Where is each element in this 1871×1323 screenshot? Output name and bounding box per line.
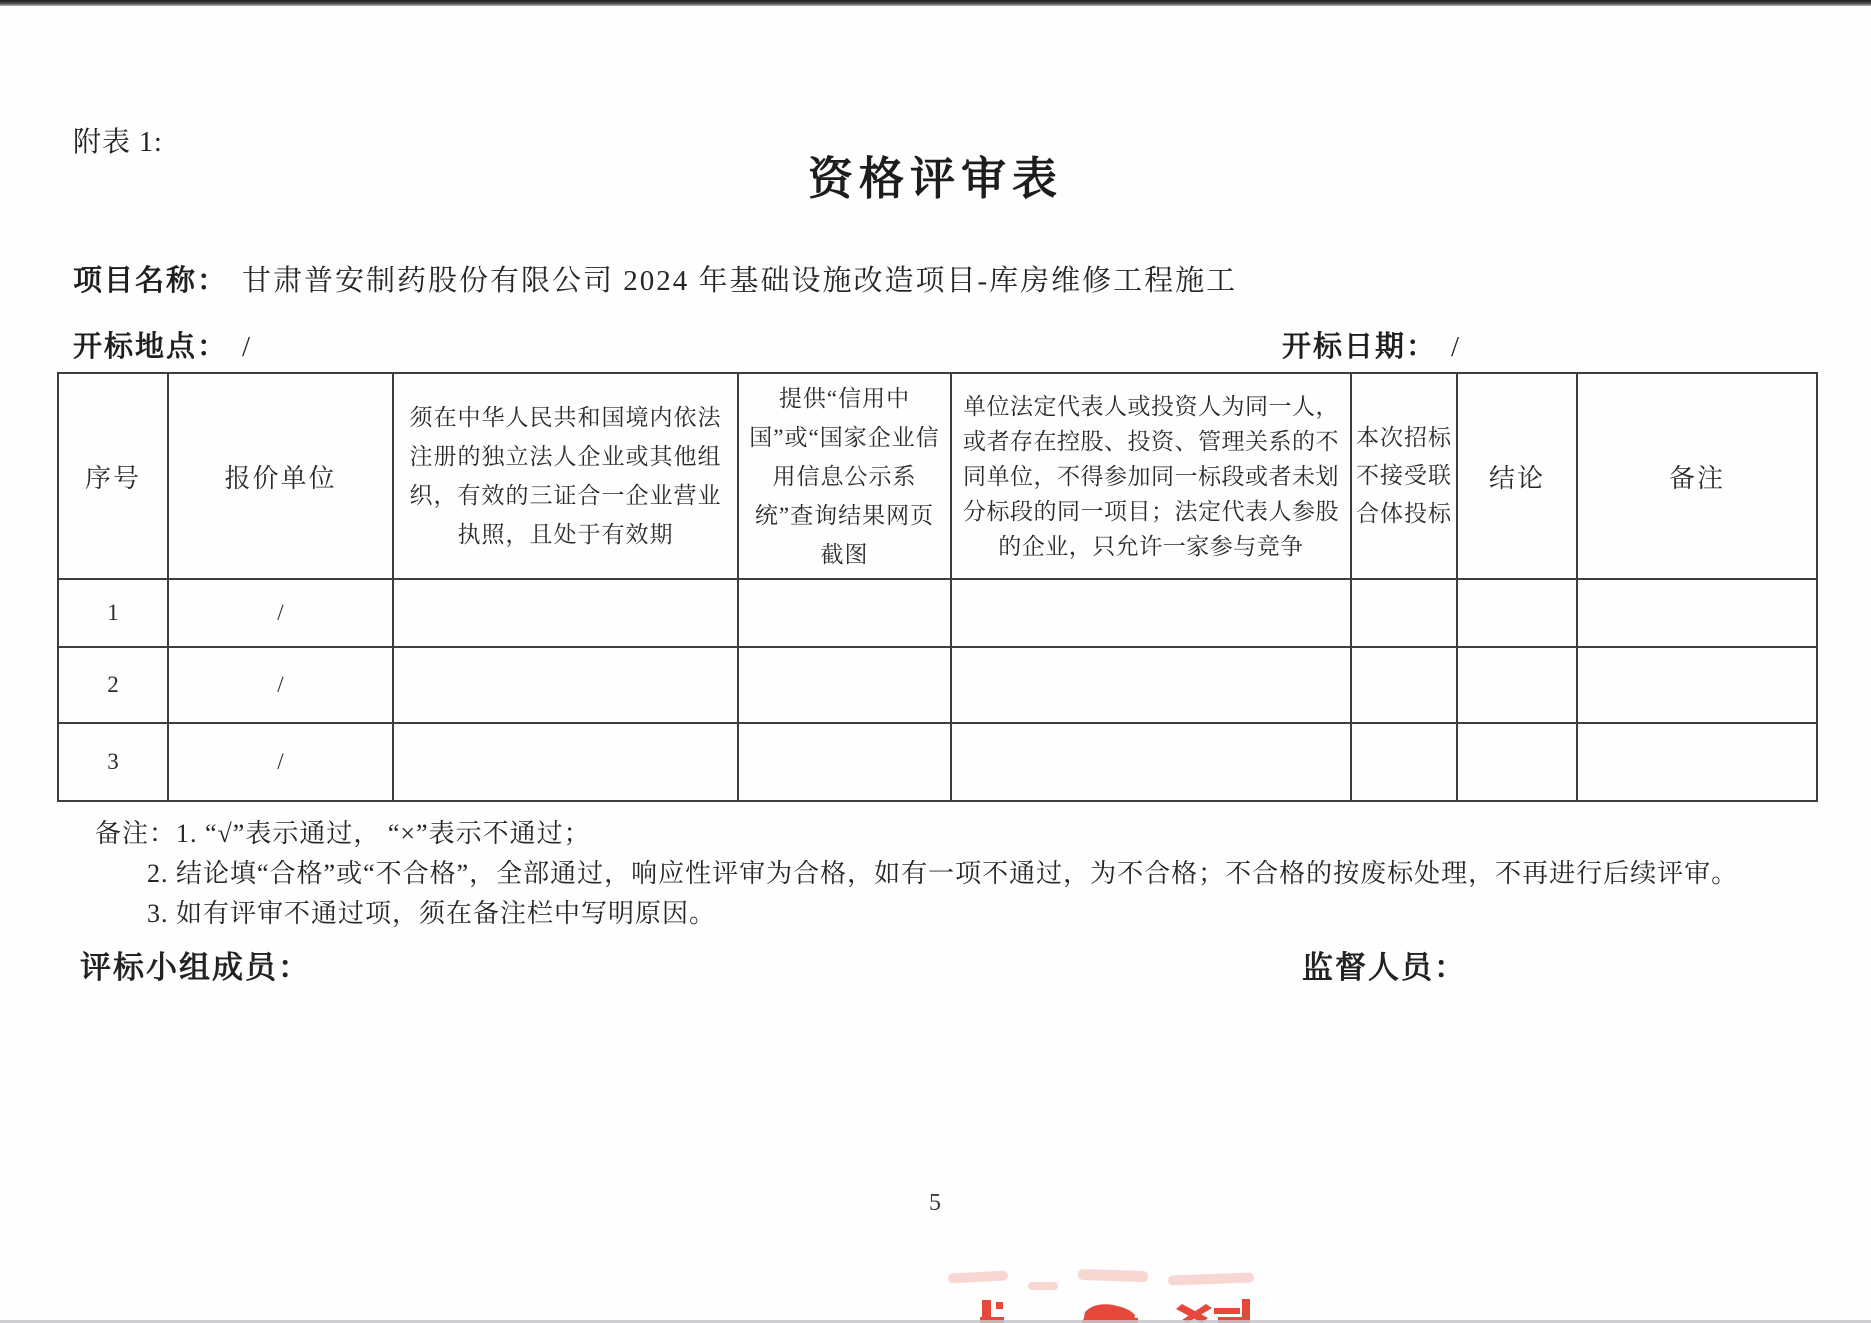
table-row bbox=[58, 723, 1817, 801]
red-stamp-fragment bbox=[830, 1268, 1290, 1323]
venue-label: 开标地点： bbox=[73, 331, 229, 363]
bid-opening-venue-row bbox=[73, 324, 252, 365]
project-name-row bbox=[73, 258, 1237, 299]
date-value: / bbox=[1451, 331, 1462, 363]
cell-conclusion bbox=[1457, 723, 1577, 801]
venue-value: / bbox=[242, 331, 253, 363]
cell-bidder: / bbox=[168, 647, 393, 723]
header-no-consortium-criterion: 本次招标不接受联合体投标 bbox=[1351, 373, 1457, 579]
cell-criterion-2 bbox=[738, 723, 951, 801]
cell-criterion-4 bbox=[1351, 579, 1457, 647]
cell-criterion-1 bbox=[393, 647, 738, 723]
table-row bbox=[58, 579, 1817, 647]
table-header-row bbox=[58, 373, 1817, 579]
notes-block bbox=[95, 814, 1738, 934]
evaluation-team-label: 评标小组成员： bbox=[80, 950, 311, 985]
cell-criterion-2 bbox=[738, 579, 951, 647]
bid-opening-date-row bbox=[1282, 324, 1461, 365]
cell-criterion-1 bbox=[393, 579, 738, 647]
cell-bidder: / bbox=[168, 579, 393, 647]
cell-criterion-1 bbox=[393, 723, 738, 801]
header-legal-registration-criterion: 须在中华人民共和国境内依法注册的独立法人企业或其他组织，有效的三证合一企业营业执照，且处于有效期 bbox=[393, 373, 738, 579]
page-title: 资格评审表 bbox=[807, 154, 1063, 204]
header-credit-china-criterion: 提供“信用中国”或“国家企业信用信息公示系统”查询结果网页截图 bbox=[738, 373, 951, 579]
cell-criterion-4 bbox=[1351, 647, 1457, 723]
cell-conclusion bbox=[1457, 579, 1577, 647]
cell-bidder: / bbox=[168, 723, 393, 801]
supervisor-label: 监督人员： bbox=[1302, 950, 1467, 985]
cell-serial: 2 bbox=[58, 647, 168, 723]
header-bidder-unit: 报价单位 bbox=[168, 373, 393, 579]
cell-criterion-3 bbox=[951, 723, 1351, 801]
header-remarks: 备注 bbox=[1577, 373, 1817, 579]
attachment-label: 附表 1: bbox=[73, 127, 163, 158]
header-serial-number: 序号 bbox=[58, 373, 168, 579]
header-conclusion: 结论 bbox=[1457, 373, 1577, 579]
scan-edge-top bbox=[0, 0, 1871, 6]
note-line-1: 备注：1. “√”表示通过， “×”表示不通过； bbox=[95, 819, 591, 848]
note-line-3: 3. 如有评审不通过项，须在备注栏中写明原因。 bbox=[147, 899, 717, 928]
table-row bbox=[58, 647, 1817, 723]
qualification-review-table bbox=[57, 372, 1818, 802]
cell-criterion-3 bbox=[951, 647, 1351, 723]
cell-criterion-3 bbox=[951, 579, 1351, 647]
cell-serial: 3 bbox=[58, 723, 168, 801]
cell-serial: 1 bbox=[58, 579, 168, 647]
date-label: 开标日期： bbox=[1282, 331, 1438, 363]
project-name-label: 项目名称： bbox=[73, 265, 229, 297]
page-number: 5 bbox=[929, 1190, 941, 1216]
note-line-2: 2. 结论填“合格”或“不合格”，全部通过，响应性评审为合格，如有一项不通过，为不合格；不合格的按废标处理，不再进行后续评审。 bbox=[147, 859, 1739, 888]
cell-remarks bbox=[1577, 579, 1817, 647]
cell-conclusion bbox=[1457, 647, 1577, 723]
header-legal-representative-criterion: 单位法定代表人或投资人为同一人，或者存在控股、投资、管理关系的不同单位，不得参加同一标段或者未划分标段的同一项目；法定代表人参股的企业，只允许一家参与竞争 bbox=[951, 373, 1351, 579]
cell-remarks bbox=[1577, 647, 1817, 723]
cell-remarks bbox=[1577, 723, 1817, 801]
cell-criterion-4 bbox=[1351, 723, 1457, 801]
cell-criterion-2 bbox=[738, 647, 951, 723]
project-name-value: 甘肃普安制药股份有限公司 2024 年基础设施改造项目-库房维修工程施工 bbox=[242, 265, 1238, 297]
